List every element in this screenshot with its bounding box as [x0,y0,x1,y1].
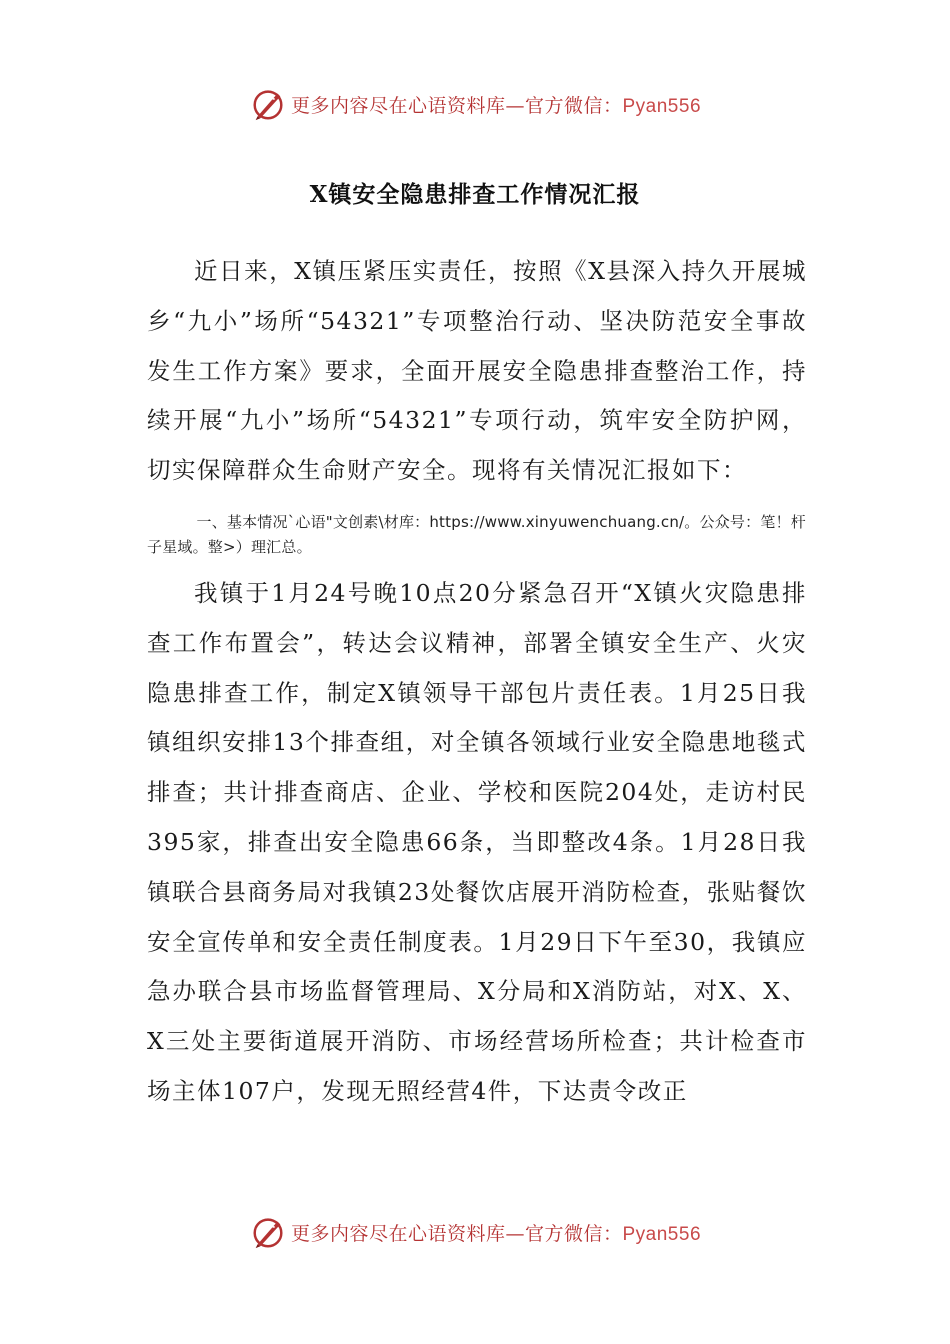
pen-circle-logo-icon [249,85,287,123]
body-paragraph: 我镇于1月24号晚10点20分紧急召开“X镇火灾隐患排查工作布置会”，转达会议精神，部署全镇安全生产、火灾隐患排查工作，制定X镇领导干部包片责任表。1月25日我镇组织安排13个排查组，对全镇各领域行业安全隐患地毯式排查；共计排查商店、企业、学校和医院204处，走访村民395家，排查出安全隐患66条，当即整改4条。1月28日我镇联合县商务局对我镇23处餐饮店展开消防检查，张贴餐饮安全宣传单和安全责任制度表。1月29日下午至30，我镇应急办联合县市场监督管理局、X分局和X消防站，对X、X、X三处主要街道展开消防、市场经营场所检查；共计检查市场主体107户，发现无照经营4件，下达责令改正 [147,578,807,1105]
watermark-text: 更多内容尽在心语资料库—官方微信：Pyan556 [290,1222,702,1245]
watermark-footer [0,1212,950,1252]
watermark-header [0,84,950,124]
watermark-wechat-id: Pyan556 [622,95,702,117]
watermark-wechat-id: Pyan556 [622,1223,702,1245]
document-title: X镇安全隐患排查工作情况汇报 [309,181,641,208]
document-body [147,247,807,1117]
section-heading: 一、基本情况`心语"文创素\材库：https://www.xinyuwenchuang.cn/。公众号：笔！杆子星域。整>）理汇总。 [147,512,806,556]
pen-circle-logo-icon [249,1213,287,1251]
watermark-text: 更多内容尽在心语资料库—官方微信：Pyan556 [290,94,702,117]
intro-paragraph: 近日来，X镇压紧压实责任，按照《X县深入持久开展城乡“九小”场所“54321”专项整治行动、坚决防范安全事故发生工作方案》要求，全面开展安全隐患排查整治工作，持续开展“九小”场所“54321”专项行动，筑牢安全防护网，切实保障群众生命财产安全。现将有关情况汇报如下： [147,257,807,485]
